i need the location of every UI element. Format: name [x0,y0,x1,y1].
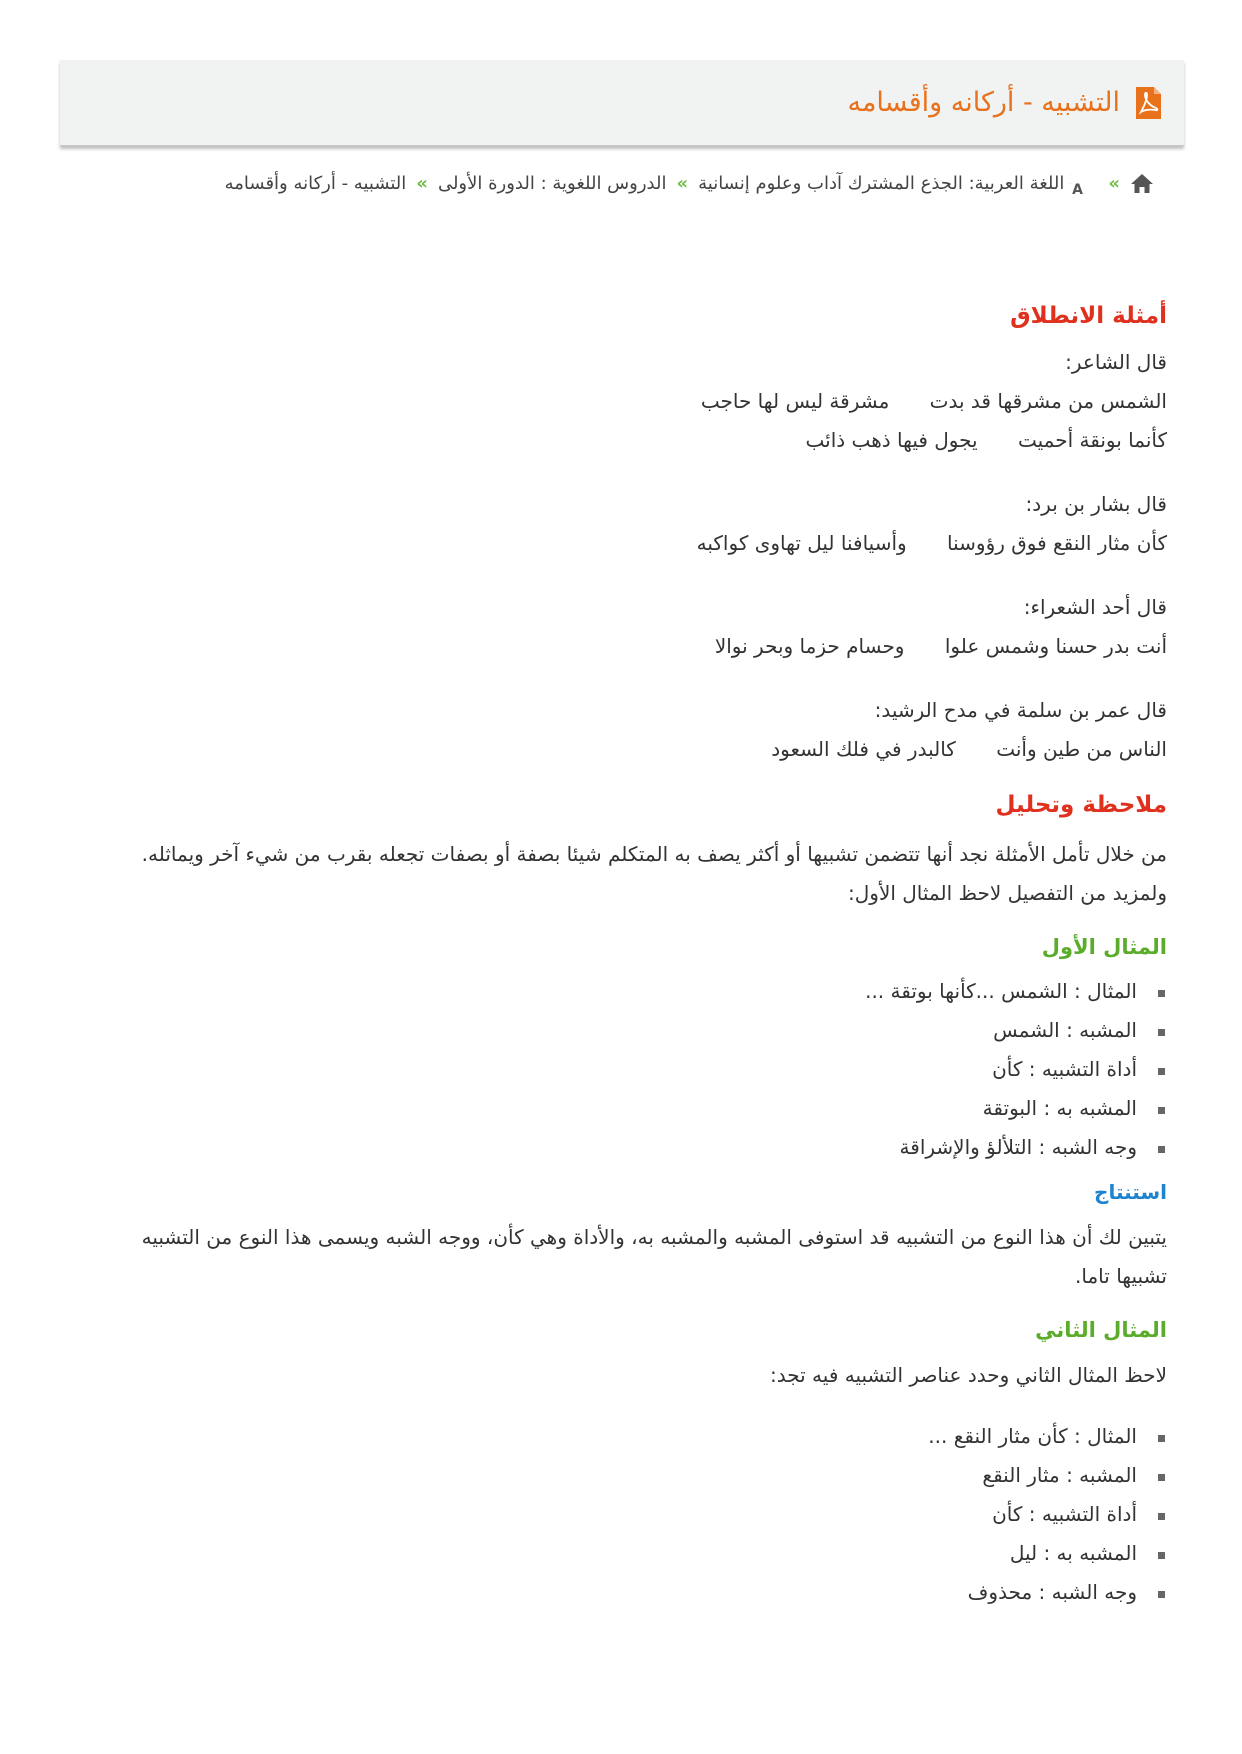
example-block [110,343,1167,460]
poem-intro: قال عمر بن سلمة في مدح الرشيد: [874,698,1167,722]
list-item: المشبه به : ليل [110,1534,1137,1573]
example-block [110,485,1167,563]
verse-hemistich: أنت بدر حسنا وشمس علوا [944,634,1167,658]
analysis-paragraph: ولمزيد من التفصيل لاحظ المثال الأول: [848,881,1167,905]
pdf-icon[interactable] [1134,86,1162,120]
analysis-paragraph: من خلال تأمل الأمثلة نجد أنها تتضمن تشبيها أو أكثر يصف به المتكلم شيئا بصفة أو بصفات تجعله بقرب من شيء آخر ويماثله. [141,842,1167,866]
example-block [110,588,1167,666]
verse-hemistich: مشرقة ليس لها حاجب [700,389,890,413]
poem-intro: قال بشار بن برد: [1025,492,1167,516]
list-item: المثال : كأن مثار النقع ... [110,1417,1137,1456]
verse-hemistich: وحسام حزما وبحر نوالا [714,634,905,658]
title-bar [60,60,1184,146]
breadcrumb-item-lessons[interactable]: الدروس اللغوية : الدورة الأولى [437,172,667,194]
article-body [110,296,1167,1612]
conclusion-paragraph: يتبين لك أن هذا النوع من التشبيه قد استوفى المشبه والمشبه به، والأداة وهي كأن، ووجه الشبه ويسمى هذا النوع من التشبيه تشبيها تاما. [141,1225,1167,1288]
verse-hemistich: وأسيافنا ليل تهاوى كواكبه [696,531,907,555]
verse-hemistich: الشمس من مشرقها قد بدت [929,389,1167,413]
list-item: أداة التشبيه : كأن [110,1050,1137,1089]
section-heading-analysis: ملاحظة وتحليل [995,792,1167,818]
example-intro: لاحظ المثال الثاني وحدد عناصر التشبيه فيه تجد: [769,1363,1167,1387]
verse-hemistich: يجول فيها ذهب ذائب [805,428,978,452]
breadcrumb-item-current: التشبيه - أركانه وأقسامه [224,172,407,194]
list-item: المشبه به : البوتقة [110,1089,1137,1128]
home-icon[interactable] [1130,172,1154,194]
list-item: أداة التشبيه : كأن [110,1495,1137,1534]
svg-text:A: A [1072,182,1084,196]
page-title: التشبيه - أركانه وأقسامه [847,87,1120,118]
poem-intro: قال أحد الشعراء: [1023,595,1167,619]
example-heading-first: المثال الأول [1041,935,1167,959]
conclusion-heading: استنتاج [1094,1180,1167,1204]
breadcrumb-separator: » [1108,172,1120,194]
breadcrumb-item-subject[interactable]: اللغة العربية: الجذع المشترك آداب وعلوم إنسانية [698,172,1065,194]
list-item: المشبه : مثار النقع [110,1456,1137,1495]
example-elements-list [110,972,1167,1167]
svg-text:文 [1070,172,1071,187]
list-item: المشبه : الشمس [110,1011,1137,1050]
poem-verse [110,421,1167,460]
section-heading-examples: أمثلة الانطلاق [1010,303,1167,329]
breadcrumb-separator: » [676,172,689,194]
example-elements-list [110,1417,1167,1612]
verse-hemistich: الناس من طين وأنت [996,737,1167,761]
list-item: وجه الشبه : محذوف [110,1573,1137,1612]
verse-hemistich: كأن مثار النقع فوق رؤوسنا [947,531,1167,555]
poem-verse [110,382,1167,421]
verse-hemistich: كالبدر في فلك السعود [771,737,956,761]
breadcrumb-separator: » [416,172,428,194]
poem-intro: قال الشاعر: [1065,350,1167,374]
list-item: وجه الشبه : التلألؤ والإشراقة [110,1128,1137,1167]
poem-verse [110,627,1167,666]
poem-verse [110,524,1167,563]
verse-hemistich: كأنما بونقة أحميت [1017,428,1167,452]
translate-icon [1070,170,1098,196]
breadcrumb [60,170,1154,196]
example-block [110,691,1167,769]
list-item: المثال : الشمس ...كأنها بوتقة ... [110,972,1137,1011]
example-heading-second: المثال الثاني [1035,1318,1167,1342]
poem-verse [110,730,1167,769]
